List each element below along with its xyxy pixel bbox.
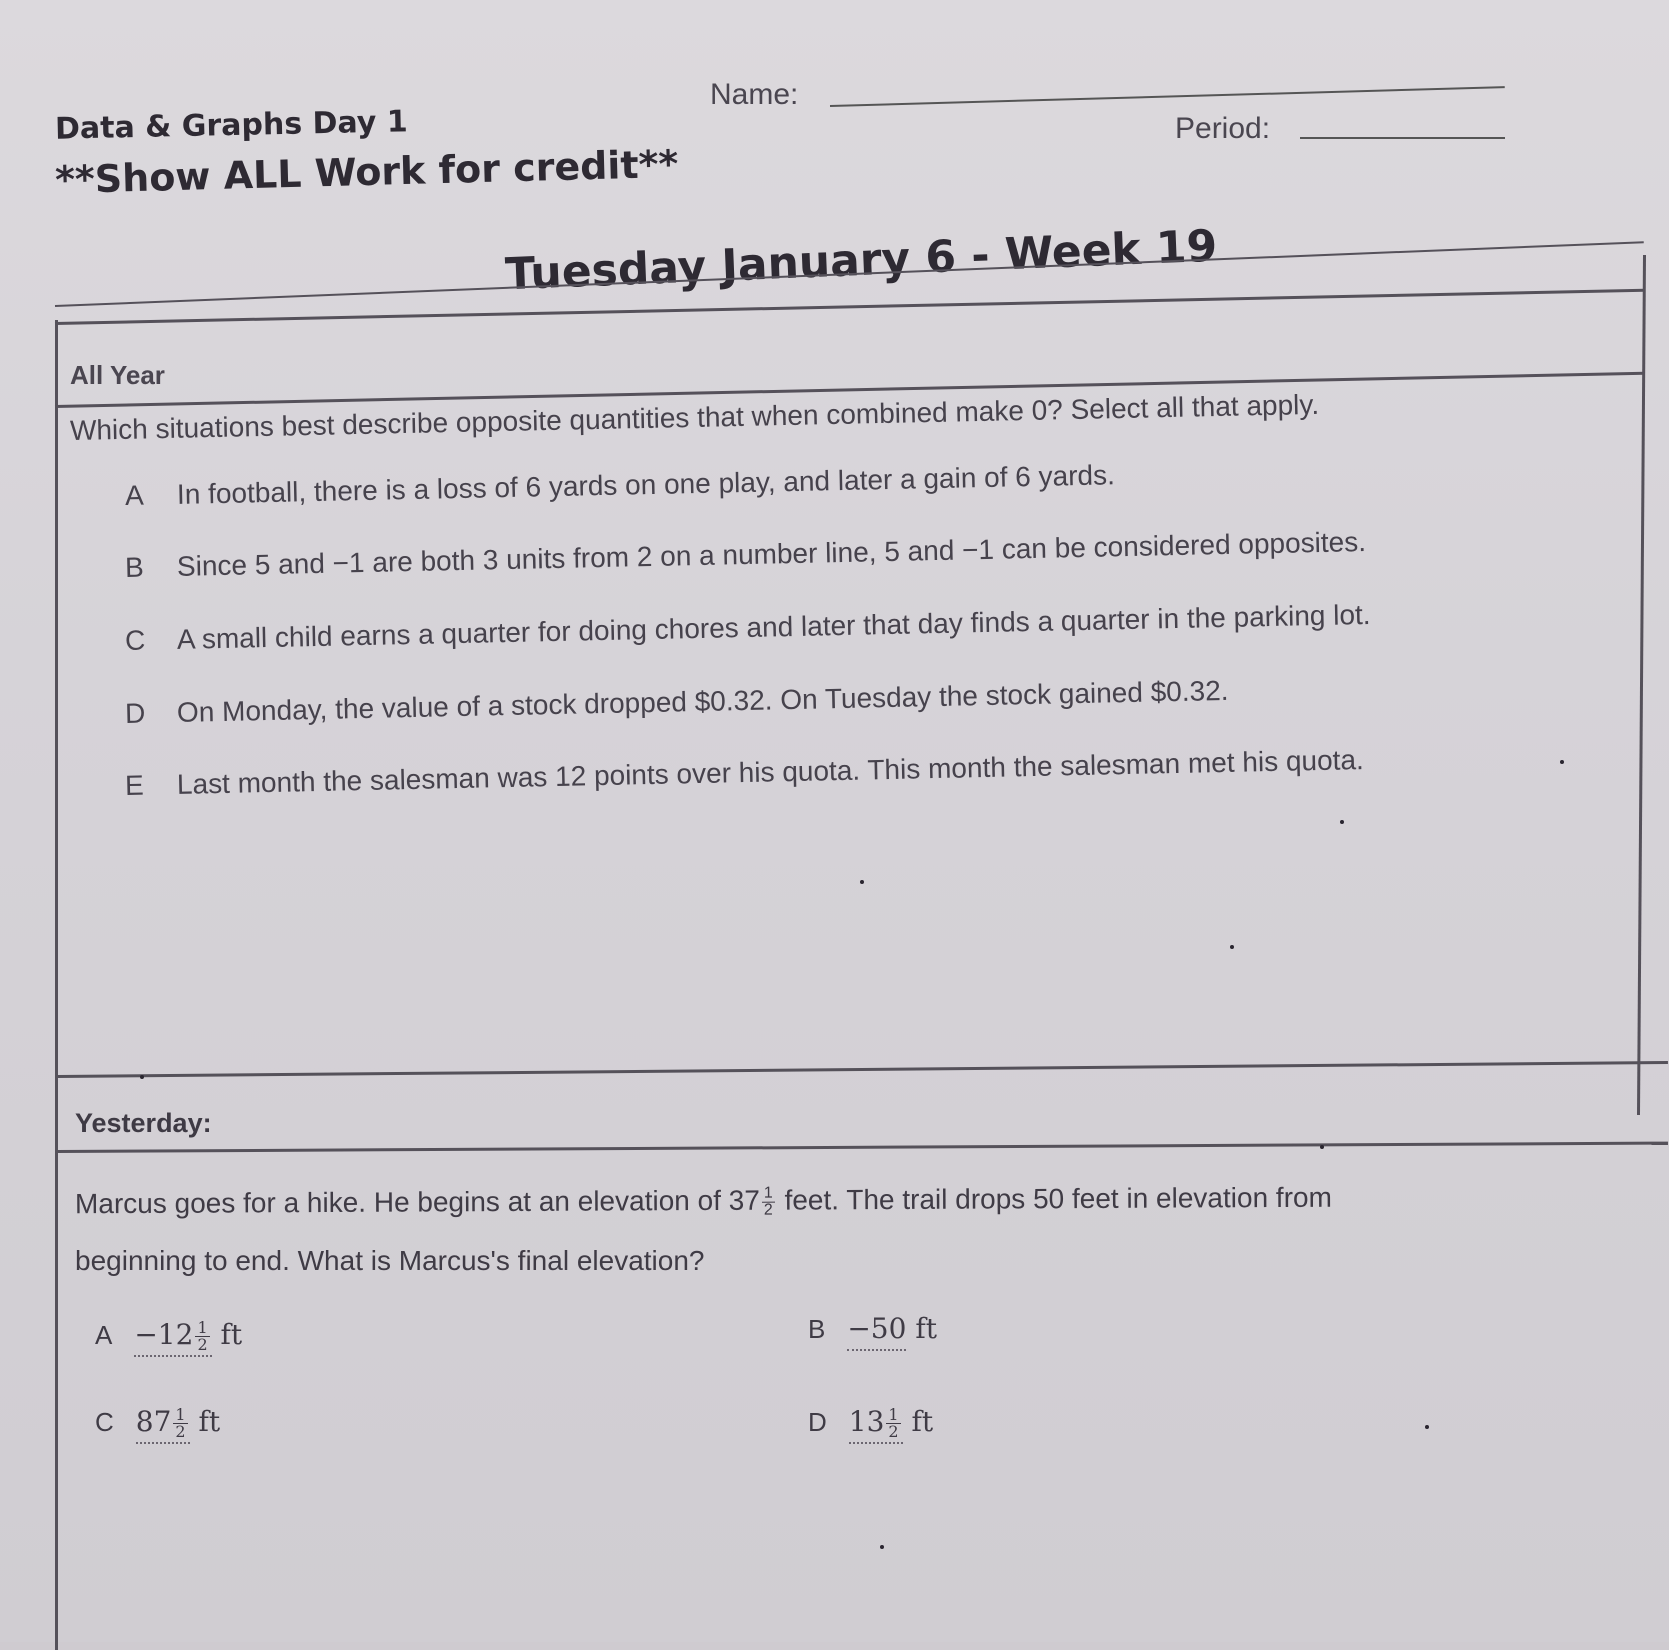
answer-whole: −12: [134, 1318, 194, 1351]
answer-letter: A: [95, 1320, 113, 1350]
option-d[interactable]: [125, 675, 1229, 730]
fraction: [173, 1407, 187, 1440]
fraction-numerator: 1: [762, 1186, 775, 1203]
paper-speck: [140, 1075, 144, 1079]
option-letter: A: [124, 479, 144, 511]
option-e[interactable]: [125, 744, 1364, 802]
option-text: Since 5 and −1 are both 3 units from 2 on a number line, 5 and −1 can be considered opposites.: [176, 526, 1367, 582]
answer-value: [134, 1318, 211, 1357]
option-c[interactable]: [125, 599, 1371, 657]
option-text: A small child earns a quarter for doing chores and later that day finds a quarter in the parking lot.: [176, 598, 1371, 655]
fraction-numerator: 1: [197, 1318, 208, 1337]
box-right-border: [1637, 255, 1646, 1115]
paper-speck: [1425, 1425, 1429, 1429]
day-title: Tuesday January 6 - Week 19: [504, 220, 1219, 301]
question-text-line-1: [75, 1182, 1332, 1223]
period-field[interactable]: [1300, 137, 1505, 139]
box-divider: [58, 1142, 1668, 1153]
paper-speck: [880, 1545, 884, 1549]
answer-letter: D: [808, 1407, 827, 1437]
fraction-numerator: 1: [888, 1405, 899, 1424]
answer-whole: 13: [848, 1405, 885, 1438]
answer-choice-a[interactable]: [95, 1318, 242, 1353]
answer-choice-c[interactable]: [95, 1405, 220, 1440]
box-divider: [55, 289, 1645, 325]
option-a[interactable]: [125, 459, 1115, 512]
fraction: [762, 1186, 775, 1219]
option-text: Last month the salesman was 12 points over his quota. This month the salesman met his quota.: [176, 744, 1365, 800]
box-left-border: [55, 320, 58, 1650]
box-divider: [58, 1061, 1668, 1078]
period-label: Period:: [1175, 112, 1271, 145]
fraction: [195, 1320, 209, 1353]
answer-choice-d[interactable]: [808, 1405, 933, 1440]
answer-letter: C: [95, 1407, 114, 1437]
option-letter: B: [124, 551, 144, 583]
document-title: Data & Graphs Day 1: [54, 104, 409, 147]
fraction-denominator: 2: [763, 1201, 773, 1219]
answer-unit: ft: [915, 1312, 937, 1345]
name-label: Name:: [710, 78, 799, 111]
section-label-yesterday: Yesterday:: [75, 1108, 212, 1138]
answer-value: [849, 1405, 903, 1444]
question-text-line-2: beginning to end. What is Marcus's final elevation?: [75, 1245, 705, 1276]
name-field[interactable]: [830, 86, 1505, 107]
option-letter: D: [124, 697, 146, 729]
option-b[interactable]: [125, 526, 1367, 584]
answer-letter: B: [808, 1314, 826, 1344]
fraction-numerator: 1: [175, 1405, 186, 1424]
paper-speck: [1560, 760, 1564, 764]
fraction: [886, 1407, 900, 1440]
option-letter: C: [124, 624, 146, 656]
option-letter: E: [124, 769, 144, 801]
answer-choice-b[interactable]: [808, 1312, 937, 1345]
answer-unit: ft: [198, 1405, 221, 1438]
show-work-instruction: **Show ALL Work for credit**: [54, 141, 679, 203]
fraction-denominator: 2: [888, 1422, 899, 1441]
answer-value: [136, 1405, 190, 1444]
question-text: Which situations best describe opposite quantities that when combined make 0? Select all that apply.: [69, 388, 1320, 446]
answer-whole: 87: [135, 1405, 172, 1438]
answer-unit: ft: [911, 1405, 934, 1438]
paper-speck: [1230, 945, 1234, 949]
option-text: In football, there is a loss of 6 yards on one play, and later a gain of 6 yards.: [176, 459, 1116, 510]
paper-speck: [1340, 820, 1344, 824]
section-label-all-year: All Year: [70, 360, 165, 390]
fraction-denominator: 2: [175, 1422, 186, 1441]
fraction-denominator: 2: [197, 1335, 208, 1354]
answer-unit: ft: [220, 1318, 243, 1351]
paper-speck: [1320, 1145, 1324, 1149]
option-text: On Monday, the value of a stock dropped $0.32. On Tuesday the stock gained $0.32.: [176, 674, 1229, 728]
paper-speck: [860, 880, 864, 884]
question-text-part: Marcus goes for a hike. He begins at an elevation of 37: [74, 1184, 760, 1220]
answer-value: −50: [847, 1312, 906, 1351]
question-text-part: feet. The trail drops 50 feet in elevation from: [776, 1181, 1332, 1216]
